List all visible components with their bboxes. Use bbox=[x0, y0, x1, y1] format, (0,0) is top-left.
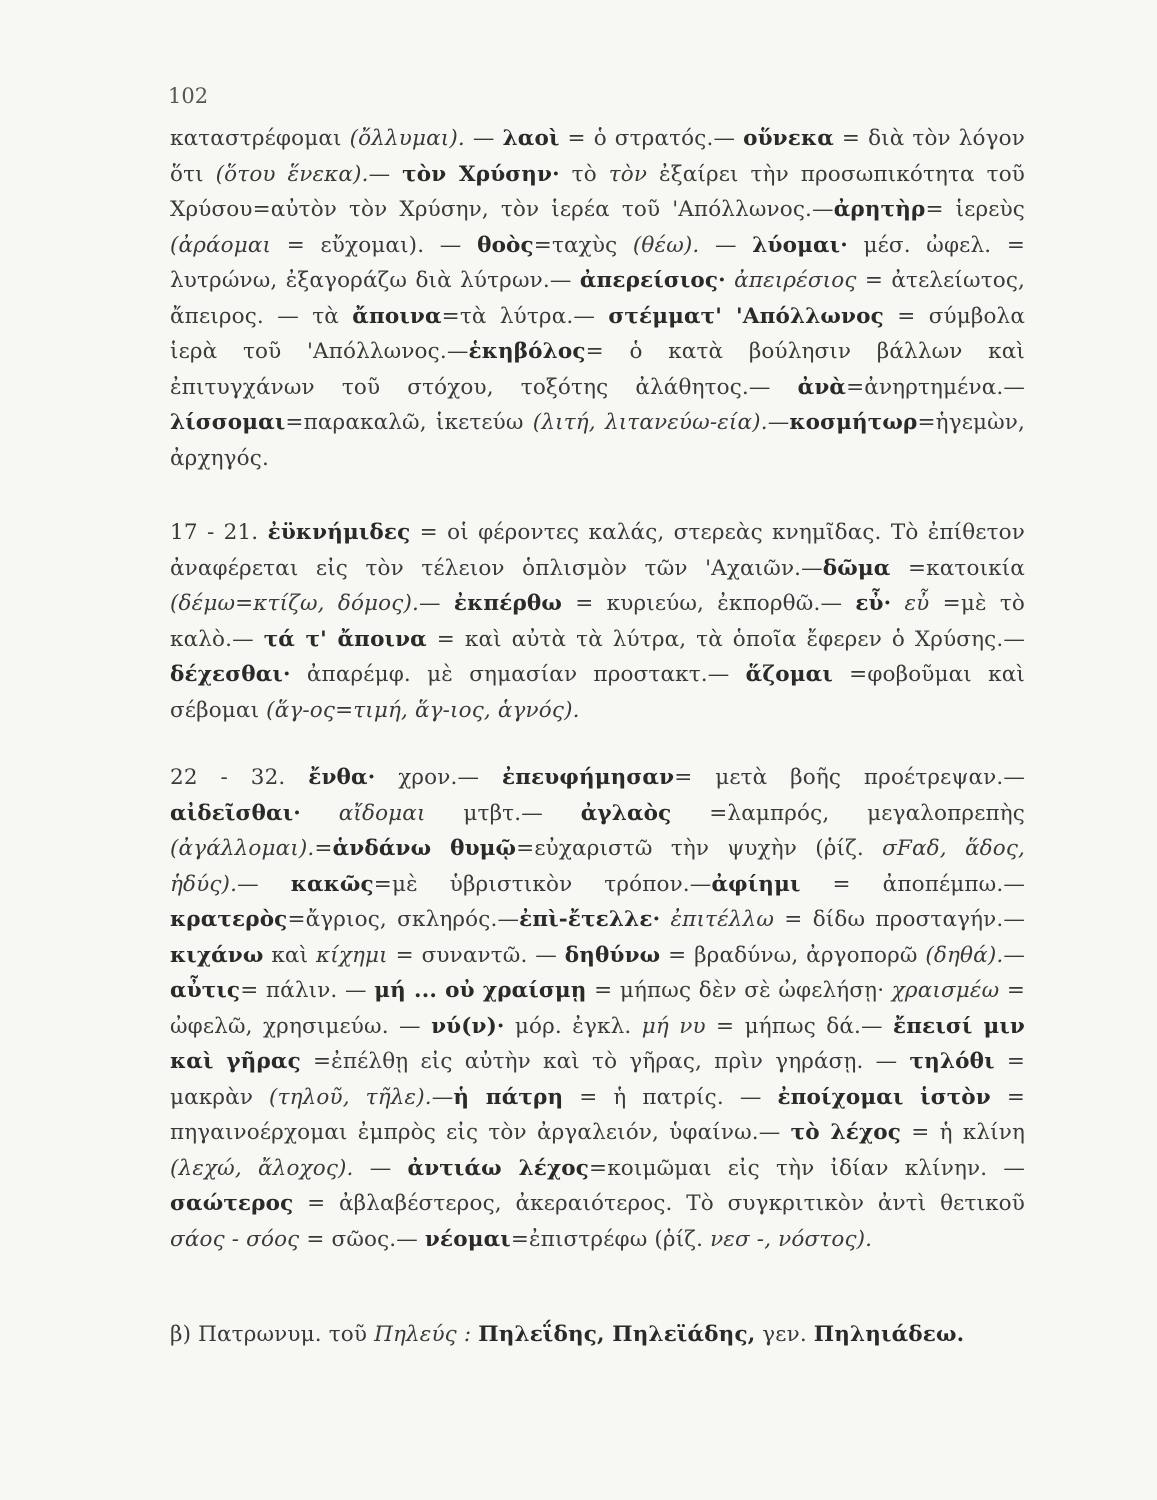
italic-text: νεσ -, νόστος). bbox=[710, 1226, 873, 1252]
text-segment: = μήπως δὲν σὲ ὠφελήσῃ· bbox=[586, 978, 892, 1003]
headword: ἐπὶ-ἔτελλε· bbox=[519, 907, 661, 932]
headword: λύομαι· bbox=[752, 232, 848, 258]
headword: δῶμα bbox=[822, 555, 891, 581]
italic-text: χραισμέω bbox=[891, 978, 1000, 1003]
headword: ἄποινα bbox=[352, 303, 442, 329]
headword: οὕνεκα bbox=[743, 126, 834, 151]
text-segment: — bbox=[237, 871, 291, 897]
text-segment: = οἱ φέροντες καλάς, στερεὰς κνημῖδας. Τὸ ἐπίθετον ἀναφέρεται εἰς τὸν τέλειον ὁπλισμὸν τῶν 'Αχαιῶν.— bbox=[170, 520, 1025, 581]
paragraph-glossary-1 bbox=[170, 121, 1025, 476]
text-segment: =ταχὺς bbox=[533, 232, 633, 258]
headword: ἀντιάω λέχος bbox=[407, 1155, 590, 1181]
headword: τά τ' ἄποινα bbox=[263, 626, 427, 652]
italic-text: σFαδ, ἅδος, ἡδύς). bbox=[170, 836, 1025, 897]
text-segment: = καὶ αὐτὰ τὰ λύτρα, τὰ ὁποῖα ἔφερεν ὁ Χρύσης.— bbox=[426, 626, 1025, 652]
headword: στέμματ' 'Απόλλωνος bbox=[608, 303, 884, 329]
headword: ἐποίχομαι ἱστὸν bbox=[777, 1084, 991, 1110]
text-segment: =ἀνηρτημένα.— bbox=[846, 374, 1025, 400]
headword: τὸν Χρύσην· bbox=[402, 161, 560, 187]
text-segment: — bbox=[767, 410, 790, 435]
text-segment: = ὠφελῶ, χρησιμεύω. — bbox=[170, 978, 1025, 1039]
text-segment: τὸ bbox=[559, 161, 609, 187]
headword: κρατερὸς bbox=[170, 907, 288, 932]
italic-text: (λιτή, λιτανεύω-εία). bbox=[532, 410, 768, 435]
italic-text: αἴδομαι bbox=[338, 800, 426, 826]
text-segment: = ἀτελείωτος, ἄπειρος. — τὰ bbox=[170, 268, 1026, 329]
italic-text: τὸν bbox=[608, 161, 648, 187]
text-segment: = ἡ κλίνη bbox=[901, 1120, 1025, 1145]
italic-text: (ὄλλυμαι). bbox=[349, 126, 473, 151]
italic-text: (ὅτου ἕνεκα). bbox=[215, 161, 369, 187]
headword: ἅζομαι bbox=[745, 662, 833, 687]
text-segment: μέσ. ὠφελ. = λυτρώνω, ἐξαγοράζω διὰ λύτρων.— bbox=[170, 232, 1025, 293]
text-segment: =κατοικία bbox=[890, 555, 1025, 581]
text-segment: χρον.— bbox=[375, 765, 502, 790]
text-segment: — bbox=[368, 161, 403, 187]
italic-text: (λεχώ, ἄλοχος). bbox=[170, 1155, 354, 1181]
headword: μή ... οὐ χραίσμῃ bbox=[374, 978, 587, 1003]
text-segment: =παρακαλῶ, ἱκετεύω bbox=[285, 410, 533, 435]
text-segment: καταστρέφομαι bbox=[170, 126, 350, 151]
text-segment: =ἡγεμὼν, ἀρχηγός. bbox=[170, 410, 1025, 471]
text-segment: — bbox=[699, 232, 753, 258]
headword: Πηληιάδεω. bbox=[813, 1322, 965, 1347]
text-segment: =ἄγριος, σκληρός.— bbox=[287, 907, 520, 932]
headword: ἀφίημι bbox=[711, 871, 801, 897]
headword: νύ(ν)· bbox=[431, 1013, 505, 1039]
italic-text: (ἀγάλλομαι). bbox=[170, 836, 315, 861]
headword: ἀρητὴρ bbox=[833, 197, 926, 222]
paragraph-glossary-22-32 bbox=[170, 760, 1025, 1257]
text-segment: ἐξαίρει τὴν προσωπικότητα τοῦ Χρύσου=αὐτὸν τὸν Χρύσην, τὸν ἱερέα τοῦ 'Απόλλωνος.— bbox=[170, 161, 1026, 222]
text-segment: = πάλιν. — bbox=[240, 978, 375, 1003]
text-segment bbox=[660, 907, 670, 932]
headword: αἰδεῖσθαι· bbox=[170, 800, 301, 826]
text-segment: =εὐχαριστῶ τὴν ψυχὴν (ῥίζ. bbox=[516, 836, 883, 861]
text-segment: = σῶος.— bbox=[299, 1226, 425, 1252]
text-segment: =κοιμῶμαι εἰς τὴν ἰδίαν κλίνην. — bbox=[589, 1155, 1025, 1181]
italic-text: μή νυ bbox=[641, 1013, 706, 1039]
text-segment: = εὔχομαι). — bbox=[271, 232, 478, 258]
text-segment: = μακρὰν bbox=[170, 1049, 1025, 1110]
text-segment: 22 - 32. bbox=[170, 765, 309, 790]
paragraph-glossary-17-21 bbox=[170, 515, 1025, 728]
text-segment: ἀπαρέμφ. μὲ σημασίαν προστακτ.— bbox=[290, 662, 746, 687]
italic-text: (τηλοῦ, τῆλε). bbox=[269, 1084, 432, 1110]
headword: λίσσομαι bbox=[170, 410, 286, 435]
text-segment: =ἐπιστρέφω (ῥίζ. bbox=[510, 1226, 711, 1252]
italic-text: (ἅγ-ος=τιμή, ἅγ-ιος, ἁγνός). bbox=[266, 697, 580, 723]
headword: ἀπερείσιος· bbox=[579, 268, 726, 293]
text-segment bbox=[301, 801, 339, 826]
headword: τὸ λέχος bbox=[790, 1120, 902, 1145]
text-segment bbox=[726, 268, 734, 293]
text-segment: = ἱερεὺς bbox=[925, 197, 1025, 222]
text-segment: γεν. bbox=[755, 1322, 814, 1347]
text-segment: = μετὰ βοῆς προέτρεψαν.— bbox=[674, 765, 1026, 790]
text-segment: μτβτ.— bbox=[425, 800, 581, 826]
text-segment: =μὲ ὑβριστικὸν τρόπον.— bbox=[373, 871, 712, 897]
text-segment: =λαμπρός, μεγαλοπρεπὴς bbox=[671, 800, 1025, 826]
headword: ἐϋκνήμιδες bbox=[267, 520, 411, 545]
headword: νέομαι bbox=[424, 1226, 511, 1252]
headword: αὖτις bbox=[170, 978, 241, 1003]
headword: ἔπεισί μιν καὶ γῆρας bbox=[170, 1013, 1025, 1074]
text-segment: καὶ bbox=[263, 942, 316, 968]
headword: θοὸς bbox=[477, 232, 534, 258]
text-segment: =φοβοῦμαι καὶ σέβομαι bbox=[170, 662, 1025, 723]
italic-text: (θέω). bbox=[632, 232, 700, 258]
text-segment: = bbox=[314, 836, 333, 861]
headword: εὖ· bbox=[855, 591, 892, 616]
headword: τηλόθι bbox=[909, 1049, 995, 1074]
text-segment: = ὁ κατὰ βούλησιν βάλλων καὶ ἐπιτυγχάνων τοῦ στόχου, τοξότης ἀλάθητος.— bbox=[170, 339, 1025, 400]
text-segment: = διὰ τὸν λόγον ὅτι bbox=[170, 126, 1025, 187]
italic-text: σάος - σόος bbox=[170, 1226, 300, 1252]
text-segment: = μήπως δά.— bbox=[705, 1013, 894, 1039]
text-segment bbox=[891, 591, 904, 616]
italic-text: εὖ bbox=[904, 591, 930, 616]
text-segment: β) Πατρωνυμ. τοῦ bbox=[170, 1322, 375, 1347]
text-segment: = ἡ πατρίς. — bbox=[563, 1084, 778, 1110]
text-segment: = ἀποπέμπω.— bbox=[800, 871, 1025, 897]
text-segment: = πηγαινοέρχομαι ἐμπρὸς εἰς τὸν ἀργαλειόν, ὑφαίνω.— bbox=[170, 1084, 1026, 1145]
headword: λαοὶ bbox=[502, 126, 560, 151]
headword: κιχάνω bbox=[170, 942, 264, 968]
text-segment: — bbox=[353, 1155, 408, 1181]
headword: ἐκπέρθω bbox=[453, 591, 563, 616]
headword: κοσμήτωρ bbox=[789, 410, 918, 435]
text-segment: = βραδύνω, ἀργοπορῶ bbox=[660, 942, 926, 968]
text-segment: = δίδω προσταγήν.— bbox=[774, 907, 1025, 932]
text-segment: μόρ. ἐγκλ. bbox=[504, 1013, 642, 1039]
text-segment: = ὁ στρατός.— bbox=[559, 126, 744, 151]
text-segment: = ἀβλαβέστερος, ἀκεραιότερος. Τὸ συγκριτικὸν ἀντὶ θετικοῦ bbox=[293, 1191, 1025, 1216]
headword: δηθύνω bbox=[564, 942, 661, 968]
text-segment: — bbox=[418, 591, 454, 616]
headword: κακῶς bbox=[290, 871, 374, 897]
text-segment: — bbox=[472, 126, 503, 151]
headword: δέχεσθαι· bbox=[170, 662, 291, 687]
headword: σαώτερος bbox=[170, 1191, 294, 1216]
headword: Πηλεΐδης, Πηλεϊάδης, bbox=[478, 1322, 756, 1347]
text-segment: =τὰ λύτρα.— bbox=[441, 303, 609, 329]
italic-text: (ἀράομαι bbox=[170, 232, 272, 258]
text-segment: — bbox=[431, 1084, 454, 1110]
headword: ἀνὰ bbox=[797, 374, 847, 400]
headword: ἡ πάτρη bbox=[453, 1084, 564, 1110]
text-segment: = κυριεύω, ἐκπορθῶ.— bbox=[562, 591, 856, 616]
headword: ἁνδάνω θυμῷ bbox=[332, 836, 517, 861]
text-segment: =ἐπέλθῃ εἰς αὐτὴν καὶ τὸ γῆρας, πρὶν γηράσῃ. — bbox=[300, 1049, 910, 1074]
text-segment: =μὲ τὸ καλὸ.— bbox=[170, 591, 1025, 652]
italic-text: ἐπιτέλλω bbox=[670, 907, 774, 932]
italic-text: (δηθά). bbox=[925, 942, 1004, 968]
paragraph-patronymic bbox=[170, 1317, 1025, 1353]
italic-text: ἀπειρέσιος bbox=[734, 268, 857, 293]
headword: ἀγλαὸς bbox=[580, 800, 672, 826]
italic-text: (δέμω=κτίζω, δόμος). bbox=[170, 591, 419, 616]
text-segment: = σύμβολα ἱερὰ τοῦ 'Απόλλωνος.— bbox=[170, 303, 1025, 364]
text-segment: 17 - 21. bbox=[170, 520, 268, 545]
page-number: 102 bbox=[168, 84, 209, 108]
italic-text: Πηλεύς : bbox=[374, 1322, 472, 1347]
headword: ἔνθα· bbox=[308, 765, 376, 790]
headword: ἐπευφήμησαν bbox=[501, 765, 675, 790]
text-segment: = συναντῶ. — bbox=[387, 942, 565, 968]
text-segment: — bbox=[1003, 942, 1025, 968]
italic-text: κίχημι bbox=[316, 942, 388, 968]
headword: ἑκηβόλος bbox=[468, 339, 586, 364]
